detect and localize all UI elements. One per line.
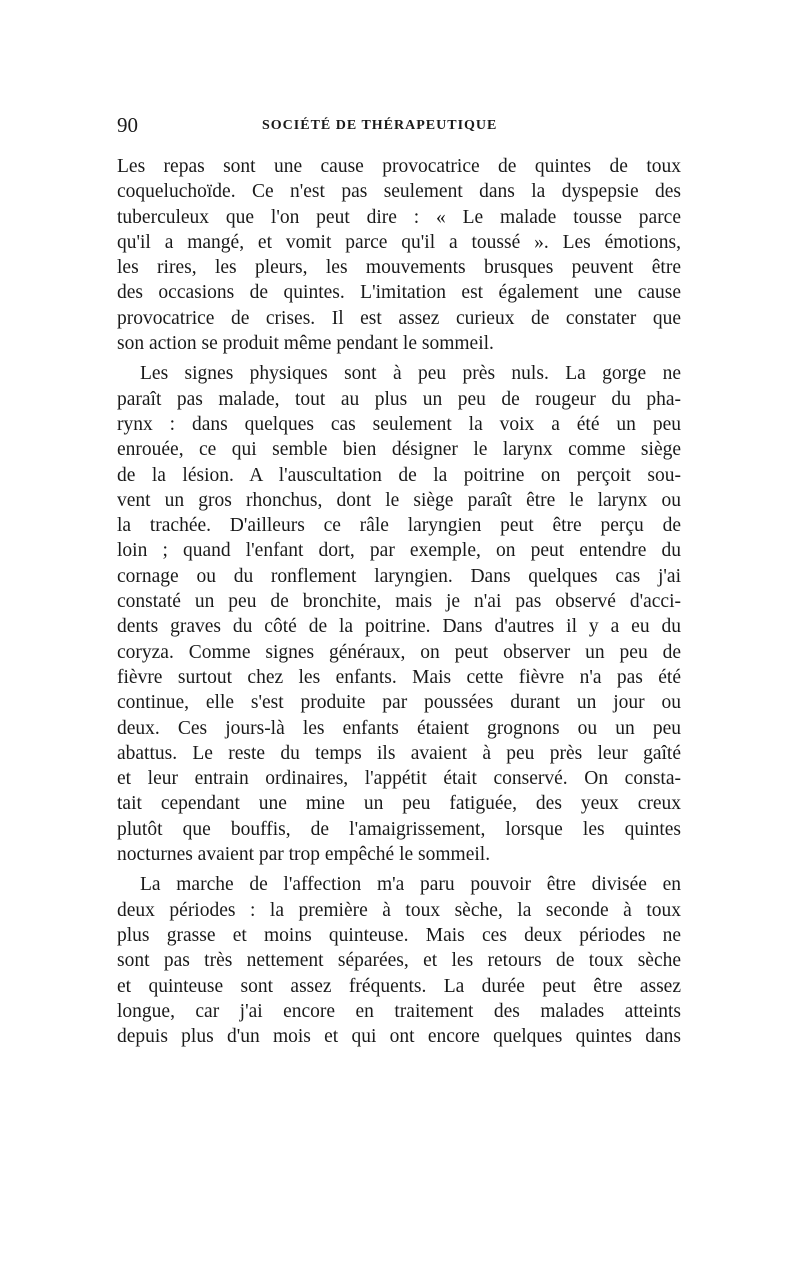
text-line: longue, car j'ai encore en traitement des malades atteints [117,1000,681,1022]
text-line: qu'il a mangé, et vomit parce qu'il a toussé ». Les émotions, [117,231,681,253]
text-line: de la lésion. A l'auscultation de la poitrine on perçoit sou- [117,464,681,486]
text-line: loin ; quand l'enfant dort, par exemple, on peut entendre du [117,540,681,562]
text-line: Les signes physiques sont à peu près nuls. La gorge ne [140,363,681,385]
text-line: enrouée, ce qui semble bien désigner le larynx comme siège [117,439,681,461]
text-line: constaté un peu de bronchite, mais je n'ai pas observé d'acci- [117,591,681,613]
text-line: et leur entrain ordinaires, l'appétit était conservé. On consta- [117,768,681,790]
text-line: plus grasse et moins quinteuse. Mais ces deux périodes ne [117,924,681,946]
text-line: depuis plus d'un mois et qui ont encore quelques quintes dans [117,1026,681,1048]
text-line: deux. Ces jours-là les enfants étaient grognons ou un peu [117,717,681,739]
text-line: abattus. Le reste du temps ils avaient à peu près leur gaîté [117,742,681,764]
book-page [117,112,681,1054]
text-line: coryza. Comme signes généraux, on peut observer un peu de [117,641,681,663]
text-line: paraît pas malade, tout au plus un peu de rougeur du pha- [117,388,681,410]
paragraph [117,361,681,867]
text-line: son action se produit même pendant le sommeil. [117,333,494,355]
text-line: dents graves du côté de la poitrine. Dans d'autres il y a eu du [117,616,681,638]
text-line: continue, elle s'est produite par poussées durant un jour ou [117,692,681,714]
text-line: les rires, les pleurs, les mouvements brusques peuvent être [117,257,681,279]
page-number: 90 [117,113,138,137]
text-line: rynx : dans quelques cas seulement la voix a été un peu [117,413,681,435]
paragraph [117,872,681,1049]
body-text [117,154,681,1049]
running-title: SOCIÉTÉ DE THÉRAPEUTIQUE [262,118,498,133]
text-line: fièvre surtout chez les enfants. Mais cette fièvre n'a pas été [117,666,681,688]
text-line: des occasions de quintes. L'imitation est également une cause [117,282,681,304]
text-line: nocturnes avaient par trop empêché le sommeil. [117,844,491,866]
text-line: La marche de l'affection m'a paru pouvoir être divisée en [140,874,681,896]
running-head [117,112,681,142]
text-line: plutôt que bouffis, de l'amaigrissement, lorsque les quintes [117,818,681,840]
text-line: cornage ou du ronflement laryngien. Dans quelques cas j'ai [117,565,681,587]
text-line: sont pas très nettement séparées, et les retours de toux sèche [117,950,681,972]
text-line: vent un gros rhonchus, dont le siège paraît être le larynx ou [117,489,681,511]
text-line: Les repas sont une cause provocatrice de quintes de toux [117,156,681,177]
text-line: la trachée. D'ailleurs ce râle laryngien peut être perçu de [117,515,681,537]
text-line: deux périodes : la première à toux sèche, la seconde à toux [117,899,681,921]
paragraph [117,154,681,356]
text-line: provocatrice de crises. Il est assez curieux de constater que [117,307,681,329]
text-line: coqueluchoïde. Ce n'est pas seulement dans la dyspepsie des [117,181,681,203]
text-line: tait cependant une mine un peu fatiguée, des yeux creux [117,793,681,815]
text-line: tuberculeux que l'on peut dire : « Le malade tousse parce [117,206,681,228]
text-line: et quinteuse sont assez fréquents. La durée peut être assez [117,975,681,997]
